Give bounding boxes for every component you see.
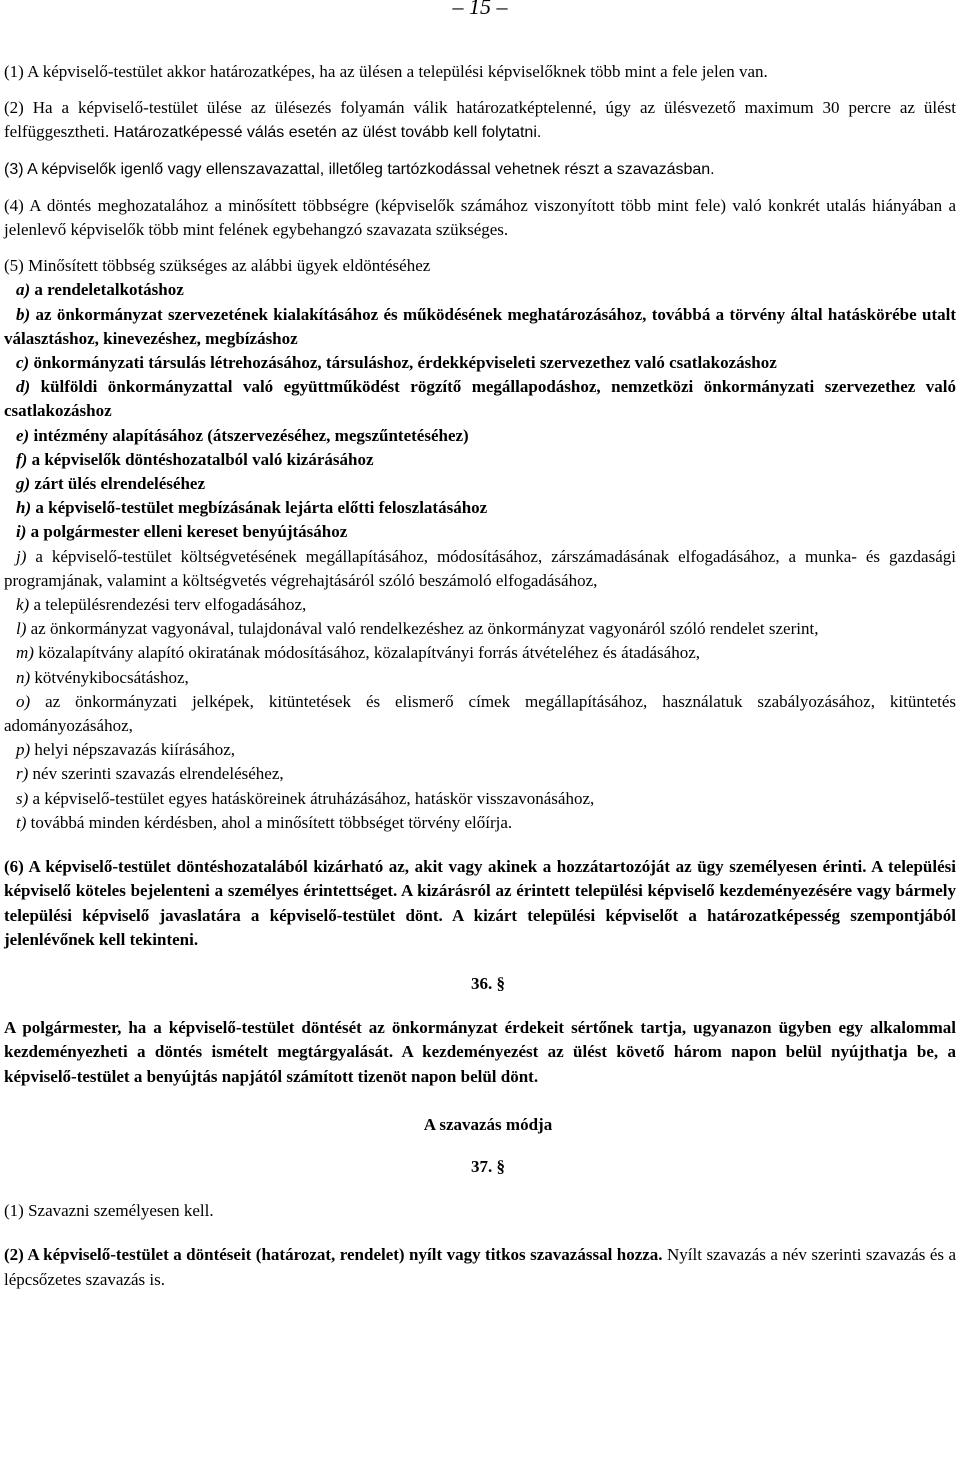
list-item-text: önkormányzati társulás létrehozásához, társuláshoz, érdekképviseleti szervezethez való csatlakozáshoz	[29, 353, 777, 373]
list-item-letter: p)	[16, 740, 31, 760]
list-item-text: az önkormányzati jelképek, kitüntetések és elismerő címek megállapításához, használatuk szabályozásához, kitüntetés adományozásához,	[4, 691, 956, 736]
list-item-text: a képviselő-testület egyes hatásköreinek átruházásához, hatáskör visszavonásához,	[28, 788, 595, 808]
list-item	[4, 690, 956, 738]
list-item-text: kötvénykibocsátáshoz,	[30, 667, 189, 687]
section-36-heading: 36. §	[471, 973, 505, 993]
paragraph-3: (3) A képviselők igenlő vagy ellenszavazattal, illetőleg tartózkodással vehetnek részt a szavazásban.	[4, 160, 715, 178]
list-item	[4, 448, 956, 472]
list-item-letter: s)	[16, 788, 29, 808]
list-item	[4, 762, 956, 786]
list-item-letter: n)	[16, 667, 31, 687]
list-item-letter: i)	[16, 522, 27, 542]
list-item-text: továbbá minden kérdésben, ahol a minősített többséget törvény előírja.	[26, 812, 513, 832]
list-item-text: az önkormányzat szervezetének kialakításához és működésének meghatározásához, továbbá a törvény által hatáskörébe utalt választáshoz, kinevezéshez, megbízáshoz	[4, 304, 956, 348]
list-item-letter: f)	[16, 449, 28, 469]
list-item	[4, 472, 956, 496]
section-37-paragraph-2-rest: Nyílt szavazás a név szerinti szavazás és a lépcsőzetes szavazás is.	[4, 1245, 956, 1289]
list-item	[4, 545, 956, 593]
list-item-text: név szerinti szavazás elrendeléséhez,	[28, 764, 284, 784]
list-item-text: a településrendezési terv elfogadásához,	[29, 595, 307, 615]
list-item-text: külföldi önkormányzattal való együttműködést rögzítő megállapodáshoz, nemzetközi önkormányzati szervezethez való csatlakozáshoz	[4, 377, 956, 421]
list-item	[4, 617, 956, 641]
list-item-text: a polgármester elleni kereset benyújtásához	[26, 522, 348, 542]
list-item-text: a képviselők döntéshozatalból való kizárásához	[27, 449, 374, 469]
list-item-letter: a)	[16, 280, 31, 300]
list-item-letter: m)	[16, 643, 34, 663]
section-36-paragraph: A polgármester, ha a képviselő-testület döntését az önkormányzat érdekeit sértőnek tartja, ugyanazon ügyben egy alkalommal kezdeményezheti a döntés ismételt megtárgyalását. A kezdeményezést az ülést követő három napon belül nyújthatja be, a képviselő-testület a benyújtás napjától számított tizenöt napon belül dönt.	[4, 1018, 956, 1086]
list-item	[4, 351, 956, 375]
list-item	[4, 496, 956, 520]
qualified-majority-list	[4, 545, 956, 835]
section-37-heading: 37. §	[471, 1156, 505, 1176]
section-37-paragraph-1: (1) Szavazni személyesen kell.	[4, 1201, 214, 1221]
list-item-letter: d)	[16, 377, 31, 397]
list-item-letter: k)	[16, 595, 30, 615]
list-item	[4, 641, 956, 665]
list-item-text: a képviselő-testület költségvetésének megállapításához, módosításához, zárszámadásának elfogadásához, a munka- és gazdasági programjának, valamint a költségvetés végrehajtásáról szóló beszámoló elfogadásához,	[4, 546, 956, 590]
section-37-paragraph-2-bold: (2) A képviselő-testület a döntéseit (határozat, rendelet) nyílt vagy titkos szavazással hozza.	[4, 1245, 663, 1265]
page-number: – 15 –	[452, 0, 508, 19]
list-item-text: zárt ülés elrendeléséhez	[30, 474, 205, 494]
list-item	[4, 520, 956, 544]
list-item	[4, 811, 956, 835]
list-item-text: helyi népszavazás kiírásához,	[30, 740, 236, 760]
list-item-letter: b)	[16, 304, 31, 324]
list-item	[4, 666, 956, 690]
list-item	[4, 424, 956, 448]
list-item	[4, 593, 956, 617]
list-item-text: a képviselő-testület megbízásának lejárta előtti feloszlatásához	[31, 498, 488, 518]
paragraph-5-intro: (5) Minősített többség szükséges az alábbi ügyek eldöntéséhez	[4, 256, 431, 276]
list-item-letter: o)	[16, 691, 31, 711]
paragraph-1: (1) A képviselő-testület akkor határozatképes, ha az ülésen a települési képviselőknek több mint a fele jelen van.	[4, 62, 768, 81]
list-item-letter: h)	[16, 498, 32, 518]
section-37-paragraph-2	[4, 1243, 956, 1291]
paragraph-6: (6) A képviselő-testület döntéshozatalából kizárható az, akit vagy akinek a hozzátartozóját az ügy személyesen érinti. A települési képviselő köteles bejelenteni a személyes érintettséget. A kizárásról az érintett települési képviselő kezdeményezésére vagy bármely települési képviselő javaslatára a képviselő-testület dönt. A kizárt települési képviselőt a határozatképesség szempontjából jelenlévőnek kell tekinteni.	[4, 857, 956, 949]
list-item-letter: c)	[16, 353, 30, 373]
list-item	[4, 278, 956, 302]
list-item-letter: g)	[16, 474, 31, 494]
list-item-letter: r)	[16, 764, 29, 784]
paragraph-2-part-a: (2) Ha a képviselő-testület ülése az ülésezés folyamán válik határozatképtelenné, úgy az ülésvezető maximum 30 percre az ülést felfüggesztheti.	[4, 98, 956, 142]
qualified-majority-list-bold	[4, 278, 956, 544]
list-item-letter: j)	[16, 546, 27, 566]
list-item-letter: l)	[16, 619, 27, 639]
list-item-text: a rendeletalkotáshoz	[30, 280, 184, 300]
document-page	[4, 0, 956, 1292]
list-item	[4, 375, 956, 423]
list-item-text: az önkormányzat vagyonával, tulajdonával való rendelkezéshez az önkormányzat vagyonáról szóló rendelet szerint,	[26, 619, 819, 639]
paragraph-2	[4, 96, 956, 145]
list-item-letter: e)	[16, 425, 30, 445]
heading-szavazas-modja: A szavazás módja	[423, 1114, 553, 1134]
list-item-letter: t)	[16, 812, 27, 832]
list-item	[4, 787, 956, 811]
list-item	[4, 303, 956, 351]
list-item-text: közalapítvány alapító okiratának módosításához, közalapítványi forrás átvételéhez és átadásához,	[33, 643, 700, 663]
list-item	[4, 738, 956, 762]
list-item-text: intézmény alapításához (átszervezéséhez, megszűntetéséhez)	[29, 425, 469, 445]
paragraph-2-part-b: Határozatképessé válás esetén az ülést tovább kell folytatni.	[113, 124, 542, 142]
paragraph-4: (4) A döntés meghozatalához a minősített többségre (képviselők számához viszonyított több mint fele) való konkrét utalás hiányában a jelenlevő képviselők több mint felének egybehangzó szavazata szükséges.	[4, 195, 956, 240]
